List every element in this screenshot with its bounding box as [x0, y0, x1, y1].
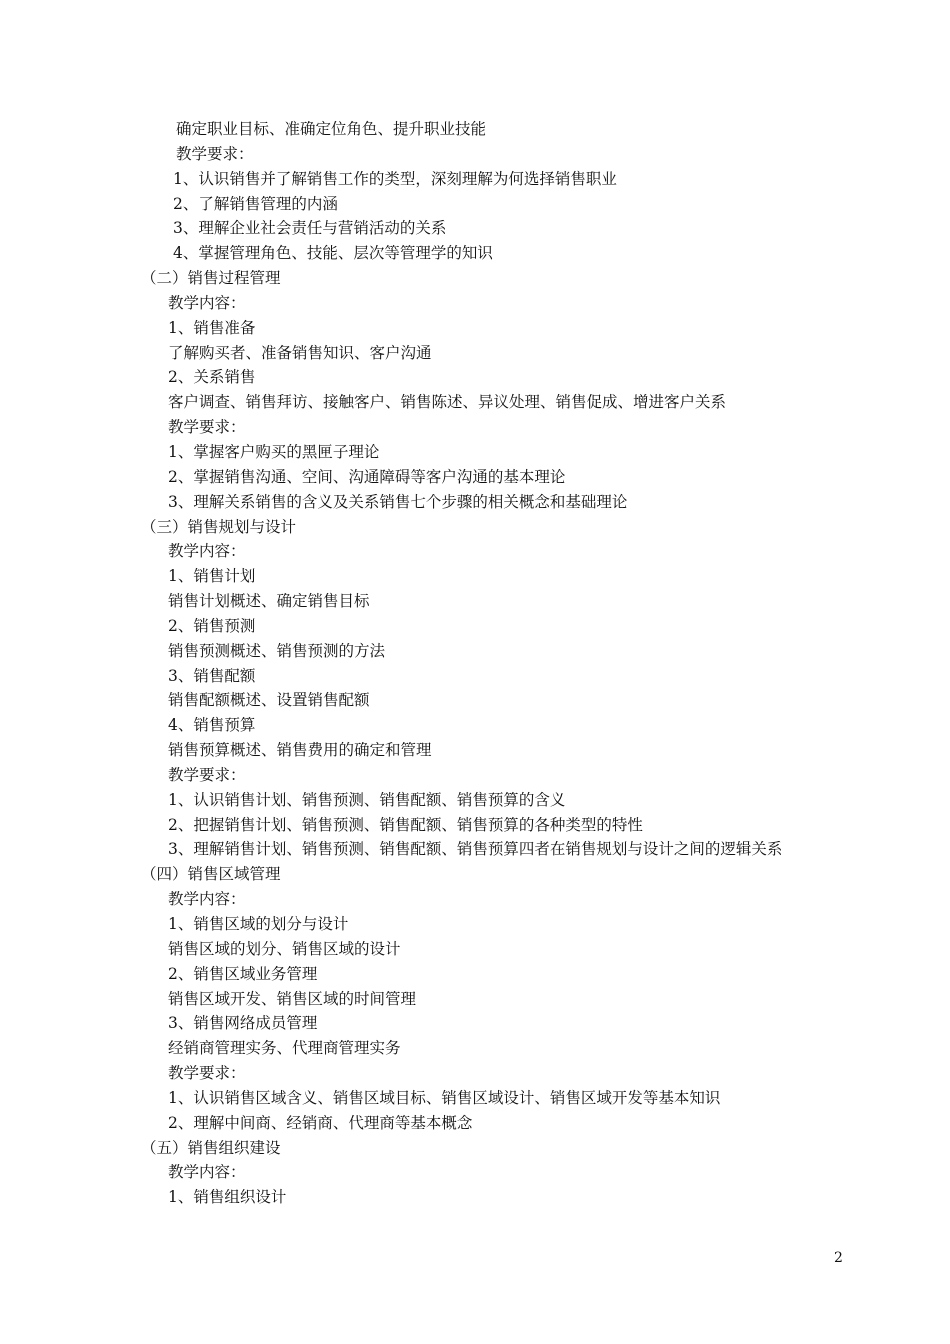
text-line: 1、认识销售计划、销售预测、销售配额、销售预算的含义: [168, 790, 566, 809]
text-line: 1、销售计划: [168, 567, 256, 586]
text-line: 2、理解中间商、经销商、代理商等基本概念: [168, 1113, 473, 1132]
text-line: 2、掌握销售沟通、空间、沟通障碍等客户沟通的基本理论: [168, 467, 566, 486]
text-line: 4、销售预算: [168, 716, 256, 735]
text-line: 3、销售配额: [168, 666, 256, 685]
text-line: 客户调查、销售拜访、接触客户、销售陈述、异议处理、销售促成、增进客户关系: [168, 393, 727, 412]
text-line: 2、销售预测: [168, 616, 256, 635]
text-line: 2、把握销售计划、销售预测、销售配额、销售预算的各种类型的特性: [168, 815, 643, 834]
text-line: 教学要求：: [168, 1064, 246, 1083]
text-line: 1、销售组织设计: [168, 1188, 287, 1207]
text-line: 经销商管理实务、代理商管理实务: [168, 1039, 401, 1058]
text-line: 销售预测概述、销售预测的方法: [168, 641, 386, 660]
text-line: 教学要求：: [168, 418, 246, 437]
text-line: 教学内容：: [168, 542, 246, 561]
text-line: 1、认识销售区域含义、销售区域目标、销售区域设计、销售区域开发等基本知识: [168, 1088, 721, 1107]
text-line: 教学内容：: [168, 293, 246, 312]
text-line: 3、理解企业社会责任与营销活动的关系: [173, 219, 447, 238]
text-line: 确定职业目标、准确定位角色、提升职业技能: [176, 120, 487, 138]
text-line: 2、了解销售管理的内涵: [173, 194, 338, 213]
section-heading: （四）销售区域管理: [141, 865, 281, 884]
text-line: 了解购买者、准备销售知识、客户沟通: [168, 343, 432, 362]
text-line: 教学内容：: [168, 890, 246, 909]
text-line: 3、销售网络成员管理: [168, 1014, 318, 1033]
text-line: 销售区域开发、销售区域的时间管理: [168, 989, 417, 1008]
text-line: 销售配额概述、设置销售配额: [168, 691, 370, 710]
text-line: 3、理解关系销售的含义及关系销售七个步骤的相关概念和基础理论: [168, 492, 628, 511]
text-line: 1、认识销售并了解销售工作的类型，深刻理解为何选择销售职业: [173, 169, 617, 188]
text-line: 销售区域的划分、销售区域的设计: [168, 939, 401, 958]
text-line: 教学要求：: [168, 765, 246, 784]
text-line: 教学要求：: [176, 144, 254, 163]
text-line: 销售预算概述、销售费用的确定和管理: [168, 741, 432, 760]
text-line: 2、销售区域业务管理: [168, 964, 318, 983]
section-heading: （三）销售规划与设计: [141, 517, 297, 536]
section-heading: （二）销售过程管理: [141, 269, 281, 288]
text-line: 2、关系销售: [168, 368, 256, 387]
page-number: 2: [834, 1250, 843, 1266]
section-heading: （五）销售组织建设: [141, 1138, 281, 1157]
text-line: 1、掌握客户购买的黑匣子理论: [168, 442, 380, 461]
text-line: 销售计划概述、确定销售目标: [168, 592, 370, 611]
text-line: 1、销售区域的划分与设计: [168, 915, 349, 933]
text-line: 教学内容：: [168, 1163, 246, 1182]
text-line: 4、掌握管理角色、技能、层次等管理学的知识: [173, 244, 493, 263]
text-line: 1、销售准备: [168, 318, 256, 337]
text-line: 3、理解销售计划、销售预测、销售配额、销售预算四者在销售规划与设计之间的逻辑关系: [168, 840, 783, 859]
document-body: [0, 117, 950, 1210]
